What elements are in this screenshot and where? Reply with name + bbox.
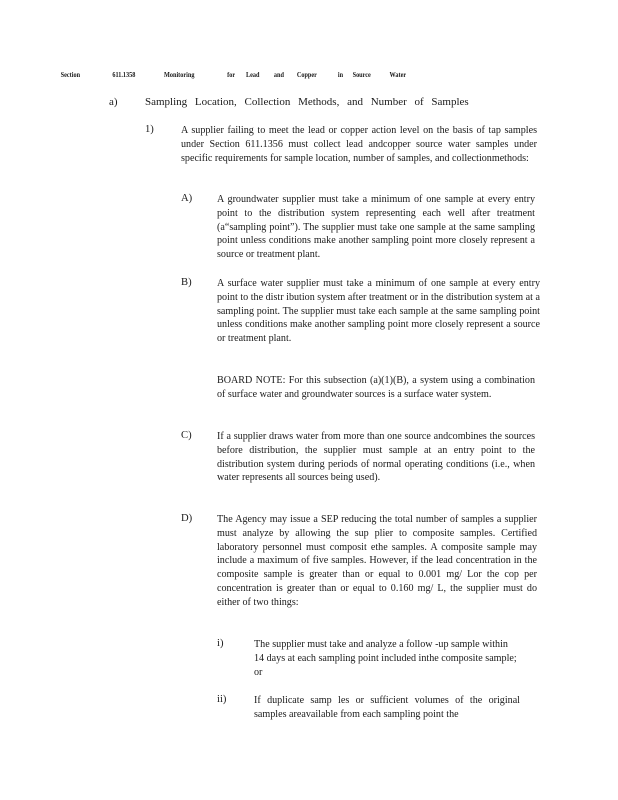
item-ii-label: ii) — [217, 694, 227, 705]
section-header — [0, 70, 507, 84]
item-i-label: i) — [217, 638, 224, 649]
board-note: BOARD NOTE: For this subsection (a)(1)(B), a system using a combination of surface water and groundwater sources is a surface water system. — [217, 375, 535, 400]
item-i-text: The supplier must take and analyze a follow -up sample within 14 days at each sampling point included inthe composite sample; or — [254, 639, 517, 678]
item-C-label: C) — [181, 430, 192, 441]
item-B-label: B) — [181, 277, 192, 288]
item-1-text: A supplier failing to meet the lead or copper action level on the basis of tap samples under Section 611.1356 must collect lead andcopper source water samples under specific requirements for sample location, number of samples, and collectionmethods: — [181, 125, 537, 164]
item-B-text: A surface water supplier must take a minimum of one sample at every entry point to the distr ibution system after treatment or in the distribution system at a sampling point. The supplier must take each sample at the same sampling point unless conditions make another sampling point more closely represent a source or treatment plant. — [217, 278, 540, 345]
header-word-in: in — [337, 70, 344, 79]
header-word-for: for — [227, 70, 236, 79]
item-ii-text: If duplicate samp les or sufficient volumes of the original samples areavailable from each sampling point the — [254, 695, 520, 720]
subsection-a-title: Sampling Location, Collection Methods, and Number of Samples — [145, 96, 469, 108]
subsection-a-label: a) — [109, 96, 118, 108]
header-word-source: Source — [352, 70, 371, 79]
header-word-lead: Lead — [246, 70, 260, 79]
item-D-label: D) — [181, 513, 193, 524]
item-1-label: 1) — [145, 124, 154, 135]
header-section-number: 611.1358 — [112, 70, 136, 79]
item-A-label: A) — [181, 193, 193, 204]
item-A-text: A groundwater supplier must take a minimum of one sample at every entry point to the distribution system representing each well after treatment (a“sampling point”). The supplier must take one sample at the same sampling point unless conditions make another sampling point more closely represent a source or treatment plant. — [217, 194, 535, 261]
item-D-text: The Agency may issue a SEP reducing the total number of samples a supplier must analyze by allowing the sup plier to composite samples. Certified laboratory personnel must composit ethe samples. A composite sample may include a maximum of five samples. However, if the lead concentration in the composite sample is greater than or equal to 0.001 mg/ Lor the cop per concentration is greater than or equal to 0.160 mg/ L, the supplier must do either of two things: — [217, 514, 537, 608]
item-C-text: If a supplier draws water from more than one source andcombines the sources before distribution, the supplier must sample at an entry point to the distribution system during periods of normal operating conditions (i.e., when water represents all sources being used). — [217, 431, 535, 484]
header-word-and: and — [273, 70, 284, 79]
header-section-word: Section — [60, 70, 81, 79]
header-word-water: Water — [389, 70, 407, 79]
header-word-copper: Copper — [296, 70, 317, 79]
header-word-monitoring: Monitoring — [164, 70, 195, 79]
